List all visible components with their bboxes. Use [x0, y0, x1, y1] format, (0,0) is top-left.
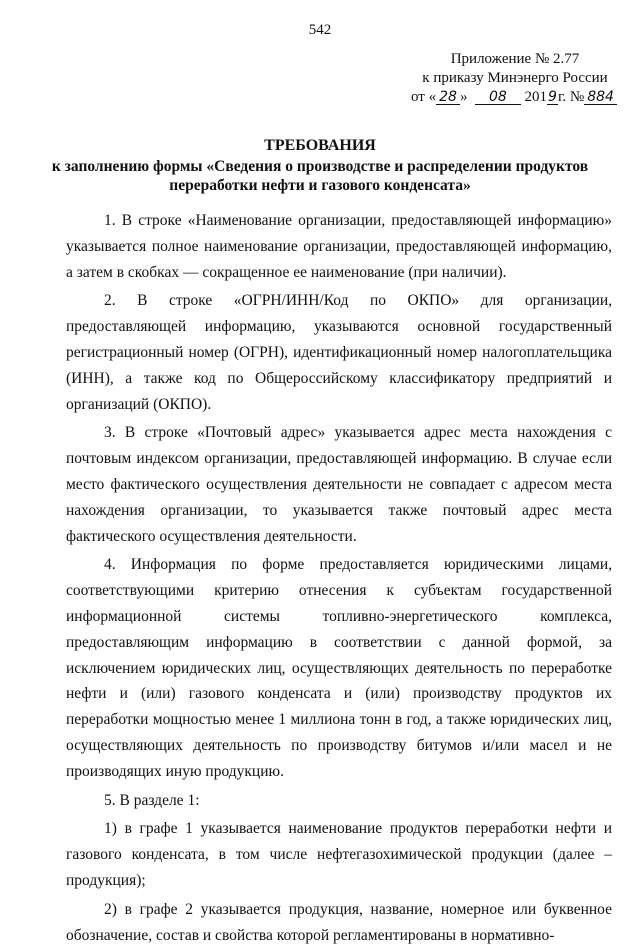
document-subtitle-line-1: к заполнению формы «Сведения о производстве и распределении продуктов	[51, 158, 589, 175]
document-body	[66, 208, 612, 948]
date-year-digit-handwritten: 9	[548, 89, 557, 105]
document-title-block	[40, 136, 600, 195]
document-heading: ТРЕБОВАНИЯ	[264, 137, 376, 154]
annex-date-line	[408, 88, 622, 107]
date-prefix: от «	[411, 89, 437, 105]
date-month-handwritten: 08	[475, 90, 521, 105]
paragraph-4: 4. Информация по форме предоставляется юридическими лицами, соответствующими критерию отнесения к субъектам государственной информационной системы топливно-энергетического комплекса, предоставляющим информацию в соответствии с данной формой, за исключением юридических лиц, осуществляющих деятельность по переработке нефти и (или) газового конденсата и (или) производству продуктов их переработки мощностью менее 1 миллиона тонн в год, а также юридических лиц, осуществляющих деятельность по производству битумов и/или масел и не производящих иную продукцию.	[66, 556, 612, 780]
date-mid: »	[459, 89, 468, 105]
annex-title: Приложение № 2.77	[450, 51, 580, 67]
annex-order-reference: к приказу Минэнерго России	[422, 70, 608, 86]
annex-header	[408, 50, 622, 107]
paragraph-3: 3. В строке «Почтовый адрес» указывается адрес места нахождения с почтовым индексом организации, предоставляющей информацию. В случае если место фактического осуществления деятельности не совпадает с адресом места нахождения организации, то указывается также почтовый адрес места фактического осуществления деятельности.	[66, 424, 612, 545]
date-day-handwritten: 28	[436, 90, 460, 105]
paragraph-5: 5. В разделе 1:	[104, 791, 200, 809]
paragraph-5-item-1: 1) в графе 1 указывается наименование продуктов переработки нефти и газового конденсата, в том числе нефтегазохимической продукции (далее – продукция);	[66, 820, 612, 889]
order-number-handwritten: 884	[584, 90, 617, 105]
paragraph-1: 1. В строке «Наименование организации, предоставляющей информацию» указывается полное наименование организации, предоставляющей информацию, а затем в скобках — сокращенное ее наименование (при наличии).	[66, 212, 612, 281]
order-number-prefix: г. №	[557, 89, 585, 105]
page-number: 542	[308, 22, 332, 38]
paragraph-5-item-2: 2) в графе 2 указывается продукция, название, номерное или буквенное обозначение, состав и свойства которой регламентированы в нормативно-	[66, 900, 612, 944]
date-year-prefix: 201	[524, 89, 548, 105]
paragraph-2: 2. В строке «ОГРН/ИНН/Код по ОКПО» для организации, предоставляющей информацию, указываются основной государственный регистрационный номер (ОГРН), идентификационный номер налогоплательщика (ИНН), а также код по Общероссийскому классификатору предприятий и организаций (ОКПО).	[66, 292, 612, 413]
document-subtitle-line-2: переработки нефти и газового конденсата»	[169, 177, 471, 194]
